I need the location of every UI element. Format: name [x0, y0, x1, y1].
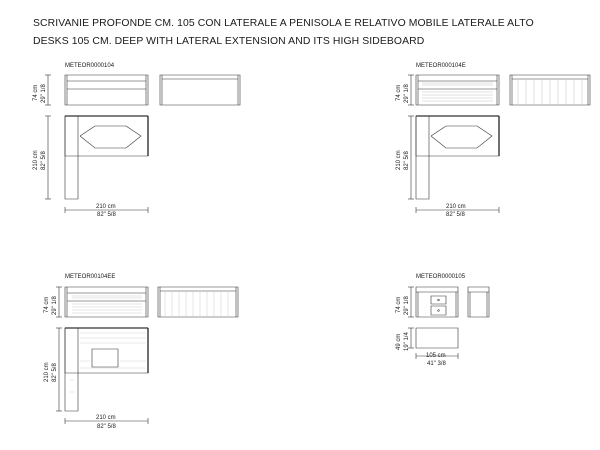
title-italian: SCRIVANIE PROFONDE CM. 105 CON LATERALE A PENISOLA E RELATIVO MOBILE LATERALE ALTO [33, 18, 534, 29]
height-in-3: 29" 1/8 [52, 296, 58, 315]
height-cm-1: 74 cm [33, 84, 39, 101]
side-view-4 [468, 287, 489, 317]
product-code-3: METEOR00104EE [65, 274, 116, 280]
depth-in-2: 82" 5/8 [404, 151, 410, 170]
depth-cm-3: 210 cm [44, 362, 50, 382]
height-cm-4: 74 cm [396, 296, 402, 313]
width-cm-2: 210 cm [446, 204, 466, 210]
plan-view-4 [416, 328, 458, 348]
product-code-1: METEOR0000104 [65, 63, 115, 69]
width-cm-4: 105 cm [426, 353, 446, 359]
height-cm-3: 74 cm [44, 296, 50, 313]
height-in-4: 29" 1/8 [404, 296, 410, 315]
width-in-1: 82" 5/8 [97, 212, 116, 218]
height-in-2: 29" 1/8 [404, 84, 410, 103]
depth-in-3: 82" 5/8 [52, 363, 58, 382]
depth-in-1: 82" 5/8 [41, 151, 47, 170]
width-in-2: 82" 5/8 [446, 212, 465, 218]
front-view-4 [416, 287, 458, 317]
height-in-1: 29" 1/8 [41, 84, 47, 103]
width-in-4: 41" 3/8 [427, 361, 446, 367]
width-cm-1: 210 cm [96, 204, 116, 210]
depth-in-4: 19" 1/4 [404, 332, 410, 351]
depth-cm-4: 49 cm [396, 333, 402, 350]
depth-cm-2: 210 cm [396, 150, 402, 170]
title-english: DESKS 105 CM. DEEP WITH LATERAL EXTENSION AND ITS HIGH SIDEBOARD [33, 36, 425, 47]
width-in-3: 82" 5/8 [97, 424, 116, 430]
product-code-2: METEOR000104E [416, 63, 466, 69]
width-cm-3: 210 cm [96, 415, 116, 421]
drawer-bottom-4 [431, 306, 446, 315]
depth-cm-1: 210 cm [33, 150, 39, 170]
product-code-4: METEOR0000105 [416, 274, 466, 280]
drawer-top-4 [431, 296, 446, 304]
height-cm-2: 74 cm [396, 84, 402, 101]
